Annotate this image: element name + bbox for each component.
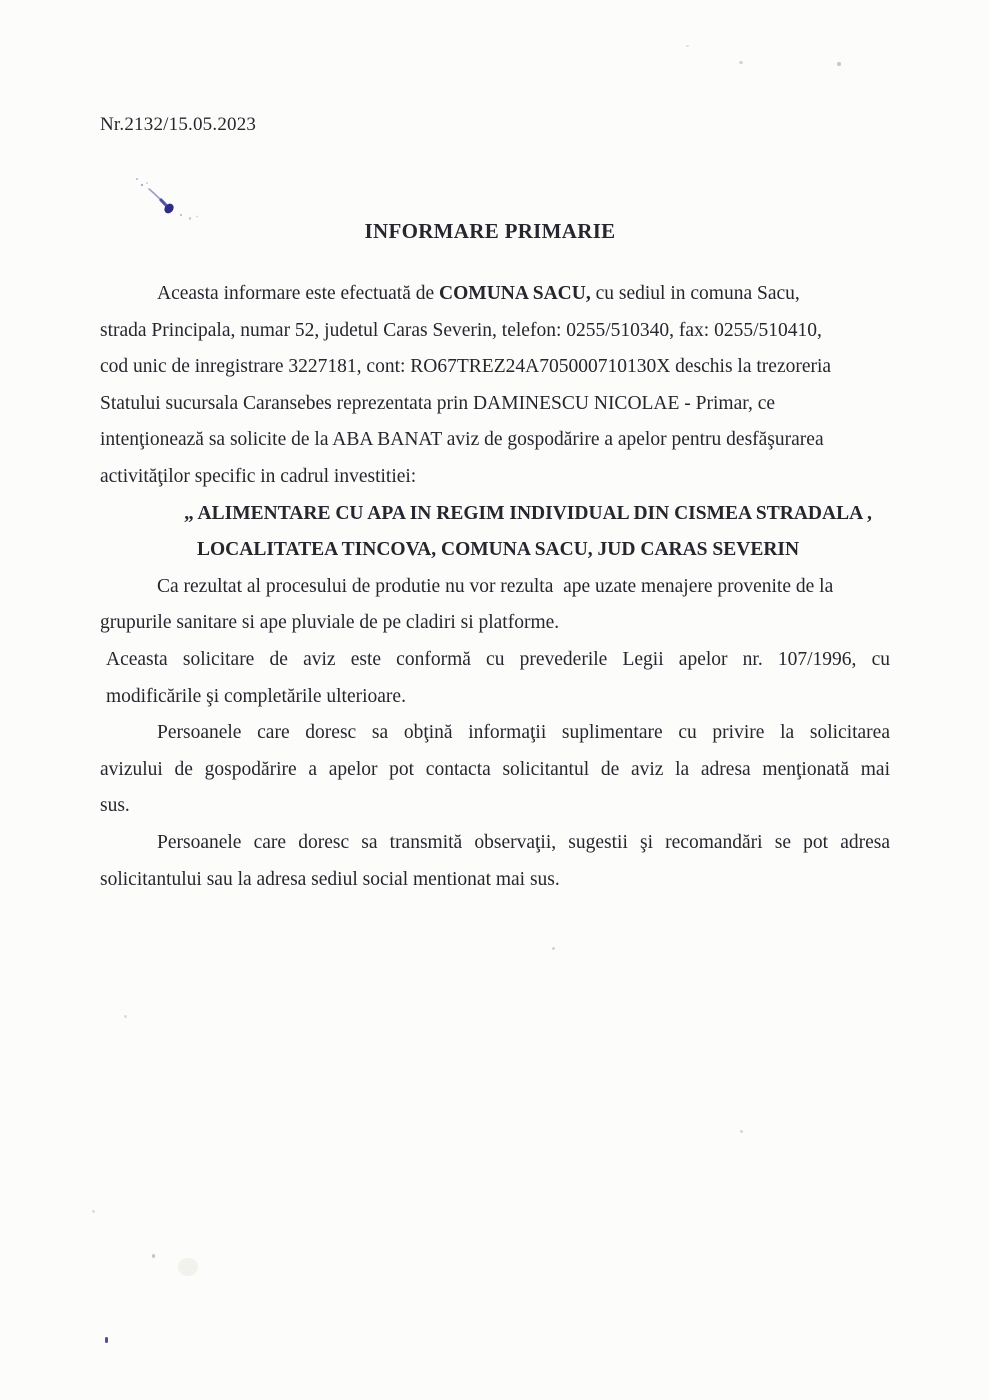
body-line-10: grupurile sanitare si ape pluviale de pe cladiri si platforme. bbox=[100, 612, 560, 634]
scan-speck bbox=[152, 1254, 155, 1258]
body-line-3: cod unic de inregistrare 3227181, cont: RO67TREZ24A705000710130X deschis la trezoreria bbox=[100, 356, 832, 378]
text-run: cu sediul in comuna Sacu, bbox=[590, 283, 800, 304]
body-line-1 bbox=[100, 276, 890, 313]
body-line-9: Ca rezultat al procesului de produtie nu vor rezulta ape uzate menajere provenite de la bbox=[157, 575, 834, 597]
body-line-12: modificările şi completările ulterioare. bbox=[106, 685, 406, 707]
body-line-6: activităţilor specific in cadrul investitiei: bbox=[100, 465, 417, 487]
body-line-13: Persoanele care doresc sa obţină informaţii suplimentare cu privire la solicitarea bbox=[157, 722, 890, 744]
scan-speck bbox=[739, 61, 743, 64]
document-body bbox=[100, 276, 890, 898]
body-line-11: Aceasta solicitare de aviz este conformă cu prevederile Legii apelor nr. 107/1996, cu bbox=[106, 648, 890, 670]
scan-speck bbox=[178, 1258, 198, 1276]
document-title: INFORMARE PRIMARIE bbox=[364, 219, 616, 243]
scan-speck bbox=[740, 1130, 743, 1133]
body-line-16: Persoanele care doresc sa transmită observaţii, sugestii şi recomandări se pot adresa bbox=[157, 831, 890, 853]
text-run: Aceasta informare este efectuată de bbox=[157, 283, 440, 304]
scan-speck bbox=[837, 62, 841, 66]
body-line-14: avizului de gospodărire a apelor pot contacta solicitantul de aviz la adresa menţionată mai bbox=[100, 758, 890, 780]
company-name: COMUNA SACU, bbox=[439, 283, 591, 304]
document-number: Nr.2132/15.05.2023 bbox=[100, 114, 257, 135]
body-line-15: sus. bbox=[100, 795, 130, 817]
scan-speck bbox=[552, 947, 555, 950]
body-line-5: intenţionează sa solicite de la ABA BANAT aviz de gospodărire a apelor pentru desfăşurarea bbox=[100, 429, 824, 451]
body-line-17: solicitantului sau la adresa sediul social mentionat mai sus. bbox=[100, 868, 560, 890]
body-line-2: strada Principala, numar 52, judetul Caras Severin, telefon: 0255/510340, fax: 0255/510410, bbox=[100, 319, 822, 341]
body-line-4: Statului sucursala Caransebes reprezentata prin DAMINESCU NICOLAE - Primar, ce bbox=[100, 392, 776, 414]
investment-title-line-1: „ ALIMENTARE CU APA IN REGIM INDIVIDUAL DIN CISMEA STRADALA , bbox=[184, 502, 872, 524]
scan-speck bbox=[686, 45, 689, 47]
ink-dot bbox=[105, 1337, 108, 1343]
scan-speck bbox=[92, 1210, 95, 1213]
scan-speck bbox=[124, 1015, 127, 1018]
investment-title-line-2: LOCALITATEA TINCOVA, COMUNA SACU, JUD CARAS SEVERIN bbox=[197, 539, 800, 561]
